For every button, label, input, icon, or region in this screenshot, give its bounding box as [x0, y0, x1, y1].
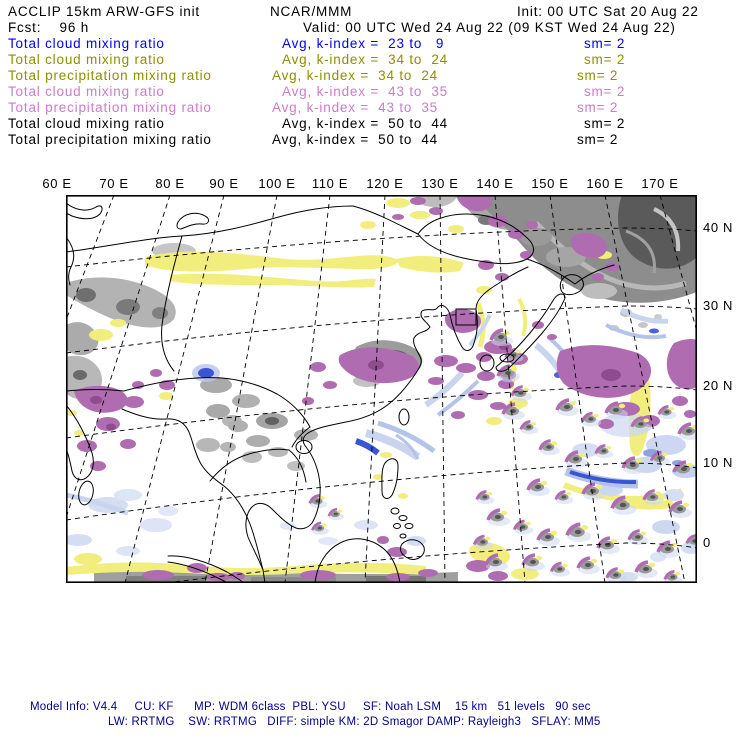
legend-stat: Avg, k-index = 50 to 44: [282, 116, 448, 131]
x-tick-label: 150 E: [531, 176, 569, 191]
legend-label: Total cloud mixing ratio: [8, 84, 165, 99]
x-tick-label: 160 E: [586, 176, 624, 191]
x-tick-label: 120 E: [366, 176, 404, 191]
x-tick-label: 170 E: [641, 176, 679, 191]
y-tick-label: 20 N: [703, 378, 734, 393]
legend-label: Total precipitation mixing ratio: [8, 68, 212, 83]
legend-stat: Avg, k-index = 34 to 24: [282, 52, 448, 67]
legend-stat: Avg, k-index = 43 to 35: [282, 84, 448, 99]
x-tick-label: 100 E: [258, 176, 296, 191]
legend-label: Total cloud mixing ratio: [8, 116, 165, 131]
valid-time: Valid: 00 UTC Wed 24 Aug 22 (09 KST Wed 24 Aug 22): [303, 20, 676, 35]
x-tick-label: 130 E: [421, 176, 459, 191]
y-tick-label: 30 N: [703, 298, 734, 313]
legend-label: Total cloud mixing ratio: [8, 36, 165, 51]
fcst-label: Fcst: 96 h: [8, 20, 90, 35]
legend-sm: sm= 2: [584, 36, 626, 51]
legend-stat: Avg, k-index = 34 to 24: [272, 68, 438, 83]
x-tick-label: 70 E: [99, 176, 129, 191]
x-tick-label: 90 E: [209, 176, 239, 191]
model-title: ACCLIP 15km ARW-GFS init: [8, 4, 200, 19]
org-label: NCAR/MMM: [270, 4, 353, 19]
legend-sm: sm= 2: [584, 52, 626, 67]
legend-sm: sm= 2: [584, 84, 626, 99]
legend-stat: Avg, k-index = 23 to 9: [282, 36, 445, 51]
legend-label: Total precipitation mixing ratio: [8, 132, 212, 147]
y-tick-label: 40 N: [703, 220, 734, 235]
legend-sm: sm= 2: [577, 68, 619, 83]
legend-stat: Avg, k-index = 50 to 44: [272, 132, 438, 147]
x-tick-label: 80 E: [155, 176, 185, 191]
legend-sm: sm= 2: [577, 132, 619, 147]
legend-stat: Avg, k-index = 43 to 35: [272, 100, 438, 115]
y-tick-label: 10 N: [703, 455, 734, 470]
legend-label: Total cloud mixing ratio: [8, 52, 165, 67]
model-info-line2: LW: RRTMG SW: RRTMG DIFF: simple KM: 2D Smagor DAMP: Rayleigh3 SFLAY: MM5: [108, 716, 601, 728]
model-info-line1: Model Info: V4.4 CU: KF MP: WDM 6class PBL: YSU SF: Noah LSM 15 km 51 levels 90 sec: [30, 701, 591, 713]
weather-map: [66, 195, 697, 583]
legend-label: Total precipitation mixing ratio: [8, 100, 212, 115]
legend-sm: sm= 2: [577, 100, 619, 115]
x-tick-label: 60 E: [42, 176, 72, 191]
init-time: Init: 00 UTC Sat 20 Aug 22: [517, 4, 699, 19]
x-tick-label: 140 E: [476, 176, 514, 191]
y-tick-label: 0: [703, 535, 711, 550]
legend-sm: sm= 2: [584, 116, 626, 131]
x-tick-label: 110 E: [311, 176, 349, 191]
